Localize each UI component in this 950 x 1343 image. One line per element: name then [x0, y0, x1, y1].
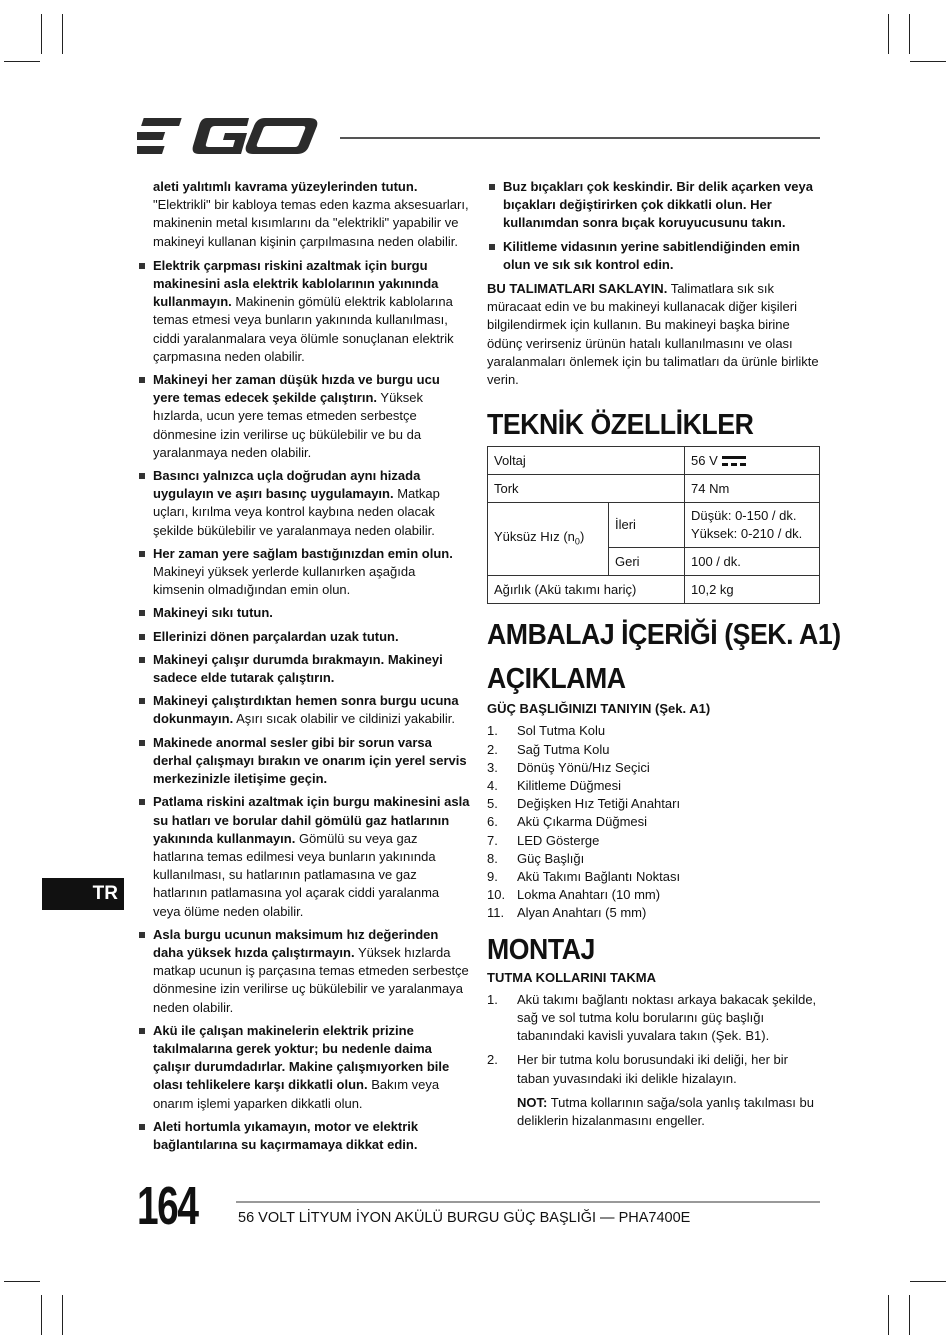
list-number: 8.: [487, 850, 498, 866]
forward-high: Yüksek: 0-210 / dk.: [691, 526, 803, 542]
save-text: Talimatlara sık sık müracaat edin ve bu makineyi kullanacak diğer kişileri bilgilendirmek için kullanın. Bu makineyi başka birine ödünç verirseniz ürünün hatalı kullanılmasını ve olası yaralanmaları önlemek için bu talimatları da ürünle birlikte verin.: [487, 281, 819, 388]
safety-item: [137, 926, 470, 1017]
spec-value: [685, 447, 820, 475]
crop-mark: [41, 14, 42, 54]
list-text: Her bir tutma kolu borusundaki iki deliği, her bir taban yuvasındaki iki delikle hizalayın.: [517, 1052, 788, 1086]
list-number: 9.: [487, 869, 498, 885]
list-number: 2.: [487, 741, 498, 757]
list-text: Akü Çıkarma Düğmesi: [517, 814, 648, 830]
header-rule: [340, 137, 820, 139]
ego-logo: [137, 114, 322, 160]
list-number: 5.: [487, 796, 498, 812]
safety-item: [137, 651, 470, 687]
crop-mark: [41, 1295, 42, 1335]
item-bold: Ellerinizi dönen parçalardan uzak tutun.: [153, 628, 399, 644]
page-number: 164: [137, 1176, 198, 1236]
safety-item: [137, 545, 470, 600]
item-bold: Elektrik çarpması riskini azaltmak için burgu makinesini asla elektrik kablolarının yakınında kullanmayın.: [153, 257, 439, 310]
crop-mark: [888, 1295, 889, 1335]
item-bold: Kilitleme vidasının yerine sabitlendiğinden emin olun ve sık sık kontrol edin.: [503, 238, 800, 272]
safety-item: [137, 467, 470, 540]
item-text: Aşırı sıcak olabilir ve cildinizi yakabilir.: [233, 711, 455, 727]
item-bold: Akü ile çalışan makinelerin elektrik prizine takılmalarına gerek yoktur; bu nedenle daima çalışır durumdadırlar. Makine çalışmıyorken bile olası tehlikelere karşı dikkatli olun.: [153, 1022, 450, 1093]
speed-close: ): [579, 528, 585, 544]
item-bold: Makineyi çalıştırdıktan hemen sonra burgu ucuna dokunmayın.: [153, 693, 459, 727]
safety-item: [137, 628, 470, 646]
list-number: 1.: [487, 991, 498, 1007]
list-number: 3.: [487, 759, 498, 775]
safety-item: [137, 371, 470, 462]
spec-heading: TEKNİK ÖZELLİKLER: [487, 409, 754, 442]
safety-item: [137, 604, 470, 622]
item-text: Yüksek hızlarda, ucun yere temas etmeden serbestçe dönmesine izin verilirse uç bükülebilir ve bu da yaralanmaya neden olabilir.: [153, 390, 424, 460]
footer-rule: [236, 1201, 820, 1203]
list-item: [487, 868, 820, 886]
list-text: Değişken Hız Tetiği Anahtarı: [517, 796, 681, 812]
spec-sublabel: Geri: [609, 548, 685, 576]
list-item: [487, 741, 820, 759]
description-heading: AÇIKLAMA: [487, 663, 626, 696]
safety-item: [137, 257, 470, 366]
safety-item: [487, 238, 820, 274]
item-bold: Her zaman yere sağlam bastığınızdan emin olun.: [153, 545, 453, 561]
list-text: LED Gösterge: [517, 832, 600, 848]
spec-value: 100 / dk.: [685, 548, 820, 576]
save-instructions: [487, 280, 820, 389]
crop-mark: [888, 14, 889, 54]
crop-mark: [4, 61, 40, 62]
dc-symbol-icon: [722, 455, 746, 467]
item-bold: Aleti hortumla yıkamayın, motor ve elektrik bağlantılarına su kaçırmamaya dikkat edin.: [153, 1118, 419, 1152]
list-number: 11.: [487, 905, 505, 921]
safety-item: [137, 793, 470, 920]
crop-mark: [4, 1281, 40, 1282]
item-bold: Asla burgu ucunun maksimum hız değerinden daha yüksek hızda çalıştırmayın.: [153, 926, 439, 960]
safety-item: [137, 692, 470, 728]
item-bold: Patlama riskini azaltmak için burgu makinesini asla su hatları ve borular dahil gömülü gaz hatlarının yakınında kullanmayın.: [153, 794, 470, 846]
description-subheading: GÜÇ BAŞLIĞINIZI TANIYIN (Şek. A1): [487, 701, 711, 717]
list-number: 6.: [487, 814, 498, 830]
list-text: Kilitleme Düğmesi: [517, 778, 622, 794]
note: [487, 1094, 820, 1130]
list-item: [487, 722, 820, 740]
list-item: [487, 850, 820, 868]
spec-value: 10,2 kg: [685, 576, 820, 604]
steps-list: [487, 991, 820, 1088]
crop-mark: [909, 14, 910, 54]
list-item: [487, 832, 820, 850]
safety-list: [137, 257, 470, 1154]
list-item: [487, 886, 820, 904]
safety-item: [487, 178, 820, 233]
item-bold: Makinede anormal sesler gibi bir sorun varsa derhal çalışmayı bırakın ve onarım için yerel servis merkezinizle iletişime geçin.: [153, 734, 467, 787]
crop-mark: [910, 61, 946, 62]
voltage-value: 56 V: [691, 452, 718, 468]
list-number: 1.: [487, 723, 498, 739]
item-text: Makineyi yüksek yerlerde kullanırken aşağıda kimsenin olmadığından emin olun.: [153, 564, 416, 598]
note-text: Tutma kollarının sağa/sola yanlış takılması bu deliklerin hizalanmasını engeller.: [517, 1094, 814, 1129]
list-text: Alyan Anahtarı (5 mm): [517, 905, 647, 921]
spec-value: [685, 503, 820, 548]
item-bold: Makineyi her zaman düşük hızda ve burgu ucu yere temas edecek şekilde çalıştırın.: [153, 372, 440, 406]
spec-sublabel: İleri: [609, 503, 685, 548]
safety-item: [137, 178, 470, 251]
list-text: Dönüş Yönü/Hız Seçici: [517, 759, 650, 775]
crop-mark: [910, 1281, 946, 1282]
item-bold: Makineyi sıkı tutun.: [153, 605, 273, 621]
item-bold: Makineyi çalışır durumda bırakmayın. Makineyi sadece elde tutarak çalıştırın.: [153, 651, 443, 686]
list-number: 2.: [487, 1052, 498, 1068]
list-text: Sağ Tutma Kolu: [517, 741, 610, 757]
footer-title: 56 VOLT LİTYUM İYON AKÜLÜ BURGU GÜÇ BAŞLIĞI — PHA7400E: [238, 1210, 691, 1226]
item-bold: Basıncı yalnızca uçla doğrudan aynı hizada uygulayın ve aşırı basınç uygulamayın.: [153, 468, 421, 502]
spec-label: [488, 503, 609, 576]
list-text: Akü takımı bağlantı noktası arkaya bakacak şekilde, sağ ve sol tutma kolu borularını güç başlığı tabanındaki kavisli yuvalara takın (Şek. B1).: [517, 991, 817, 1044]
list-item: [487, 1051, 820, 1087]
left-column: [137, 178, 470, 1159]
item-text: "Elektrikli" bir kabloya temas eden kazma aksesuarları, makinenin metal kısımlarını da "elektrikli" yapabilir ve makineyi kullanan kişinin çarpılmasına neden olabilir.: [153, 197, 469, 249]
language-tab: TR: [42, 878, 124, 910]
right-column: [487, 178, 841, 1130]
spec-row: [488, 503, 820, 548]
note-bold: NOT:: [517, 1094, 548, 1110]
package-heading: AMBALAJ İÇERİĞİ (ŞEK. A1): [487, 619, 841, 652]
spec-label: Ağırlık (Akü takımı hariç): [488, 576, 685, 604]
safety-item: [137, 1118, 470, 1154]
spec-row: [488, 447, 820, 475]
list-number: 10.: [487, 887, 506, 903]
item-text: Matkap uçları, kırılma veya kontrol kaybına neden olacak şekilde bükülebilir ve yaralanmaya neden olabilir.: [153, 486, 440, 538]
list-item: [487, 904, 820, 922]
list-number: 7.: [487, 832, 498, 848]
list-item: [487, 777, 820, 795]
item-bold: Buz bıçakları çok keskindir. Bir delik açarken veya bıçakları değiştirirken çok dikkatli olun. Her kullanımdan sonra bıçak koruyucusunu takın.: [503, 179, 814, 231]
list-text: Güç Başlığı: [517, 850, 585, 866]
speed-sub: 0: [574, 536, 580, 547]
list-text: Lokma Anahtarı (10 mm): [517, 887, 661, 903]
crop-mark: [62, 14, 63, 54]
safety-item: [137, 734, 470, 789]
forward-low: Düşük: 0-150 / dk.: [691, 508, 797, 524]
spec-table: [487, 446, 820, 604]
safety-item: [137, 1022, 470, 1113]
list-text: Sol Tutma Kolu: [517, 723, 606, 739]
list-text: Akü Takımı Bağlantı Noktası: [517, 869, 681, 885]
speed-label: Yüksüz Hız (n: [494, 528, 575, 544]
assembly-heading: MONTAJ: [487, 933, 595, 966]
list-item: [487, 813, 820, 831]
crop-mark: [62, 1295, 63, 1335]
list-item: [487, 991, 820, 1046]
spec-row: [488, 576, 820, 604]
save-bold: BU TALIMATLARI SAKLAYIN.: [487, 281, 668, 297]
list-item: [487, 795, 820, 813]
assembly-subheading: TUTMA KOLLARINI TAKMA: [487, 969, 656, 985]
safety-list: [487, 178, 820, 274]
spec-row: [488, 475, 820, 503]
spec-label: Voltaj: [488, 447, 685, 475]
crop-mark: [909, 1295, 910, 1335]
item-text: Yüksek hızlarda matkap ucunun iş parçasına temas etmeden serbestçe dönmesine izin verilirse uç bükülebilir ve yaralanmaya neden olabilir.: [153, 944, 469, 1015]
item-text: Gömülü su veya gaz hatlarına temas edilmesi veya bunların yakınında kullanılması, su hatlarının patlamasına ve gaz hatlarının patlamasına yol açarak ciddi yaralanma veya ölüme neden olabilir.: [153, 830, 440, 919]
spec-value: 74 Nm: [685, 475, 820, 503]
item-text: Makinenin gömülü elektrik kablolarına temas etmesi veya bunların yakınında kullanılması, ciddi yaralanmalara veya ölümle sonuçlanan elektrik çarpmasına neden olabilir.: [153, 294, 454, 364]
item-text: Bakım veya onarım işlemi yaparken dikkatli olun.: [153, 1077, 440, 1111]
parts-list: [487, 722, 820, 922]
list-number: 4.: [487, 778, 498, 794]
list-item: [487, 759, 820, 777]
item-bold: aleti yalıtımlı kavrama yüzeylerinden tutun.: [153, 179, 418, 194]
spec-label: Tork: [488, 475, 685, 503]
